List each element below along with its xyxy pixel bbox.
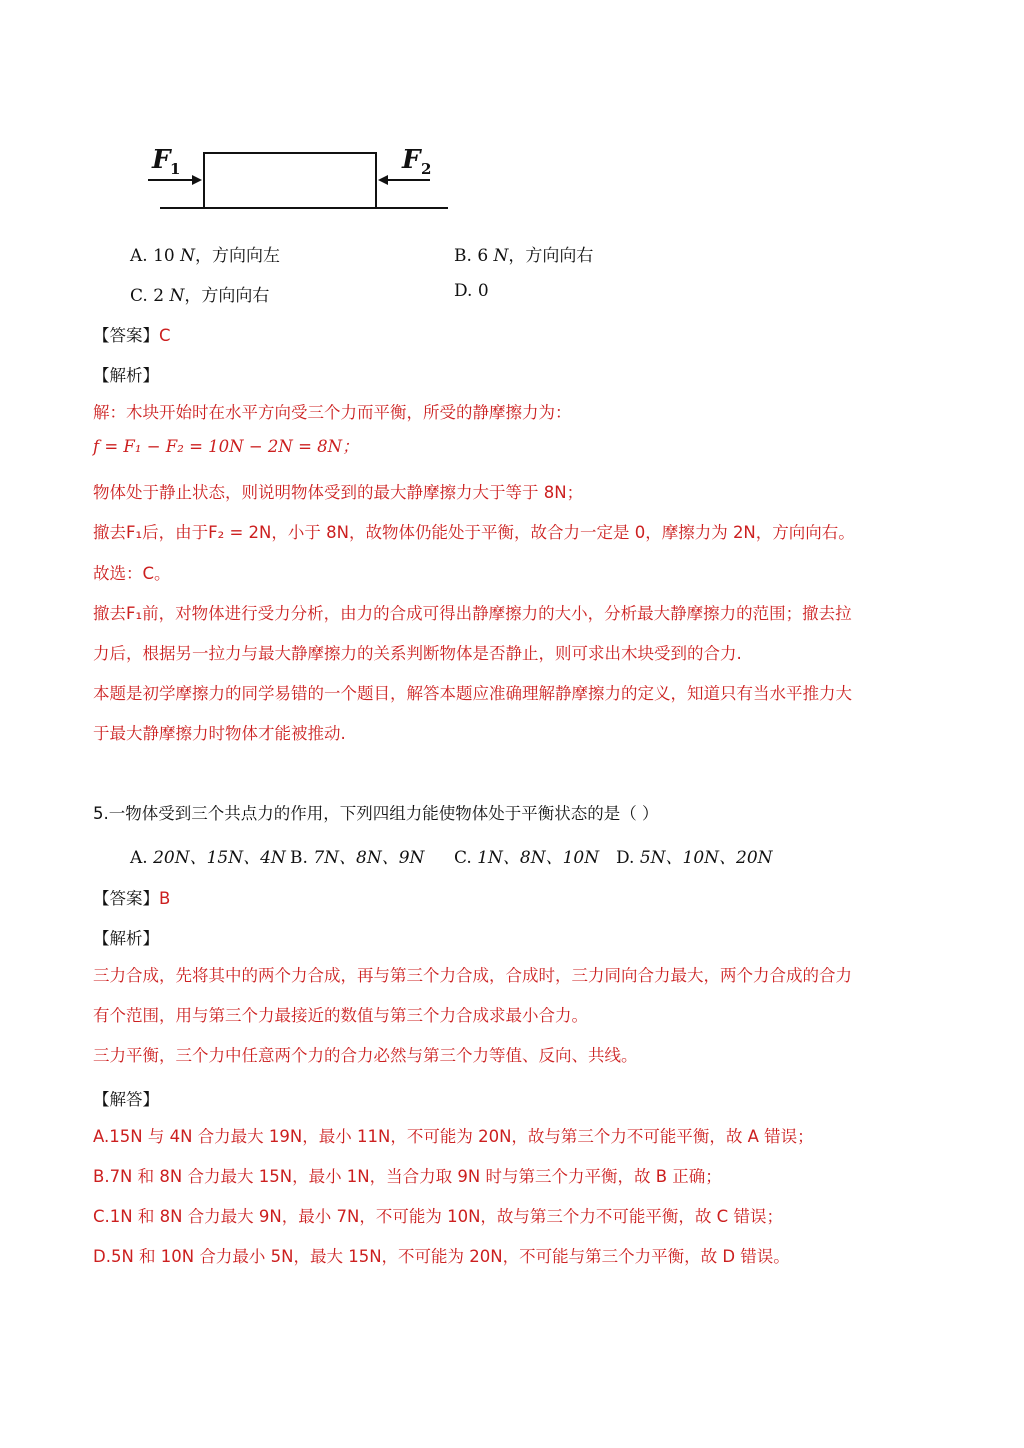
answer-value: C (159, 326, 171, 345)
q4-analysis-line: 物体处于静止状态，则说明物体受到的最大静摩擦力大于等于 8N； (93, 483, 584, 502)
q4-analysis-line: 本题是初学摩擦力的同学易错的一个题目，解答本题应准确理解静摩擦力的定义，知道只有当水平推力大 (93, 684, 852, 703)
q4-analysis-line: 故选：C。 (93, 564, 171, 583)
answer-label: 【答案】 (93, 889, 159, 908)
option-unit: N (180, 246, 196, 266)
option-text: ，方向向右 (508, 246, 594, 266)
q4-analysis-line: 力后，根据另一拉力与最大静摩擦力的关系判断物体是否静止，则可求出木块受到的合力. (93, 644, 742, 663)
q4-analysis-line: 解：木块开始时在水平方向受三个力而平衡，所受的静摩擦力为： (93, 403, 572, 422)
option-text: ，方向向左 (195, 246, 281, 266)
option-letter: B. (290, 848, 308, 868)
q4-answer (93, 322, 171, 346)
q4-option-a (130, 241, 280, 266)
q5-analysis-line: 有个范围，用与第三个力最接近的数值与第三个力合成求最小合力。 (93, 1006, 588, 1025)
option-text: 20N、15N、4N (153, 848, 286, 868)
q4-analysis-line: 于最大静摩擦力时物体才能被推动. (93, 724, 346, 743)
q5-question: 5.一物体受到三个共点力的作用，下列四组力能使物体处于平衡状态的是（ ） (93, 804, 659, 823)
q4-option-c (130, 281, 269, 306)
f2-arrowhead (378, 175, 388, 185)
q5-solution-line: A.15N 与 4N 合力最大 19N，最小 11N，不可能为 20N，故与第三个力不可能平衡，故 A 错误； (93, 1127, 814, 1146)
q4-option-b (454, 241, 593, 266)
option-letter: A. (130, 246, 148, 266)
option-letter: A. (130, 848, 148, 868)
block (204, 153, 376, 208)
option-text: 5N、10N、20N (639, 848, 773, 868)
option-letter: D. (454, 281, 473, 301)
f2-sub: 2 (421, 160, 432, 178)
option-unit: N (493, 246, 509, 266)
q5-solution-line: D.5N 和 10N 合力最小 5N，最大 15N，不可能为 20N，不可能与第三个力平衡，故 D 错误。 (93, 1247, 790, 1266)
q4-analysis-label: 【解析】 (93, 366, 159, 385)
f2-label: F (402, 145, 421, 175)
q5-analysis-label: 【解析】 (93, 929, 159, 948)
option-value: 2 (153, 286, 165, 306)
option-letter: D. (616, 848, 635, 868)
q4-analysis-line: 撤去F₁前，对物体进行受力分析，由力的合成可得出静摩擦力的大小，分析最大静摩擦力的范围；撤去拉 (93, 604, 852, 623)
force-diagram (140, 140, 460, 220)
q4-option-d (454, 281, 489, 301)
option-value: 10 (153, 246, 175, 266)
option-letter: C. (454, 848, 472, 868)
option-value: 6 (477, 246, 489, 266)
option-text: ，方向向右 (184, 286, 270, 306)
q5-option-c (454, 843, 599, 868)
option-text: 7N、8N、9N (313, 848, 425, 868)
f1-label: F (152, 145, 171, 175)
q5-solution-line: C.1N 和 8N 合力最大 9N，最小 7N，不可能为 10N，故与第三个力不可能平衡，故 C 错误； (93, 1207, 783, 1226)
q5-analysis-line: 三力合成，先将其中的两个力合成，再与第三个力合成，合成时，三力同向合力最大，两个力合成的合力 (93, 966, 852, 985)
answer-value: B (159, 889, 171, 908)
q5-solution-label: 【解答】 (93, 1090, 159, 1109)
q5-option-b (290, 843, 424, 868)
option-letter: B. (454, 246, 472, 266)
option-value: 0 (477, 281, 489, 301)
f1-sub: 1 (170, 160, 181, 178)
q4-formula-line: f = F₁ − F₂ = 10N − 2N = 8N； (93, 437, 359, 456)
q5-option-d (616, 843, 773, 868)
f1-arrowhead (192, 175, 202, 185)
q5-option-a (130, 843, 286, 868)
q4-analysis-line: 撤去F₁后，由于F₂ = 2N，小于 8N，故物体仍能处于平衡，故合力一定是 0，摩擦力为 2N，方向向右。 (93, 523, 855, 542)
option-unit: N (169, 286, 185, 306)
q5-answer (93, 885, 170, 909)
q5-solution-line: B.7N 和 8N 合力最大 15N，最小 1N，当合力取 9N 时与第三个力平衡，故 B 正确； (93, 1167, 722, 1186)
option-letter: C. (130, 286, 148, 306)
q5-analysis-line: 三力平衡，三个力中任意两个力的合力必然与第三个力等值、反向、共线。 (93, 1046, 638, 1065)
option-text: 1N、8N、10N (477, 848, 600, 868)
answer-label: 【答案】 (93, 326, 159, 345)
